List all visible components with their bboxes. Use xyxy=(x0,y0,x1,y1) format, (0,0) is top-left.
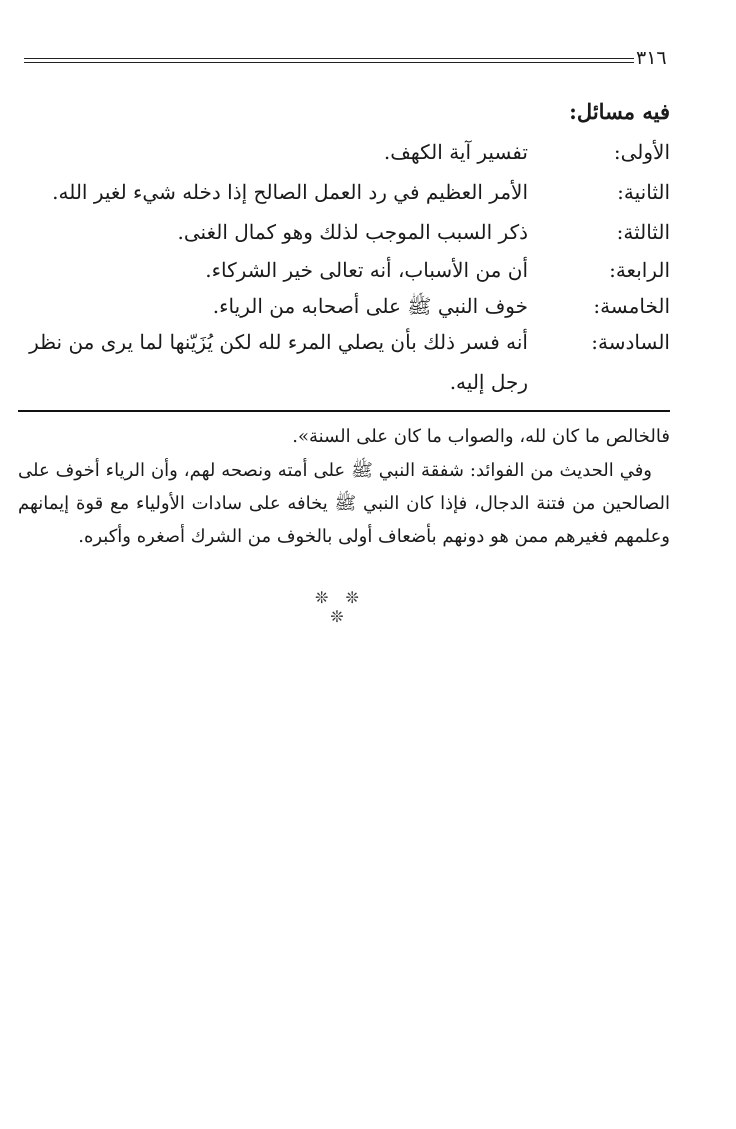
issue-item xyxy=(18,250,670,290)
issue-label: الثانية: xyxy=(617,180,670,204)
issue-item xyxy=(18,212,670,252)
issue-text: خوف النبي ﷺ على أصحابه من الرياء. xyxy=(212,294,528,318)
issue-label: السادسة: xyxy=(591,330,670,354)
issue-label: الخامسة: xyxy=(593,294,670,318)
issue-text: تفسير آية الكهف. xyxy=(383,140,528,164)
header-rule-top xyxy=(24,58,634,59)
issue-item xyxy=(18,172,670,212)
issue-label: الثالثة: xyxy=(616,220,670,244)
issue-label: الأولى: xyxy=(613,140,670,164)
issue-text: ذكر السبب الموجب لذلك وهو كمال الغنى. xyxy=(177,220,528,244)
footnote-rule xyxy=(18,410,670,412)
issue-text: أن من الأسباب، أنه تعالى خير الشركاء. xyxy=(205,258,528,282)
footnote-line: فالخالص ما كان لله، والصواب ما كان على السنة». xyxy=(292,426,670,447)
section-divider-asterisms: ❊ ❊ ❊ xyxy=(315,588,365,626)
issue-text: أنه فسر ذلك بأن يصلي المرء لله لكن يُزَيّنها لما يرى من نظر رجل إليه. xyxy=(29,330,528,394)
header-rule-bottom xyxy=(24,62,634,63)
issue-item xyxy=(18,286,670,326)
issue-item xyxy=(18,322,670,402)
issue-label: الرابعة: xyxy=(609,258,670,282)
issue-item xyxy=(18,132,670,172)
section-heading: فيه مسائل: xyxy=(569,99,670,124)
page-number: ٣١٦ xyxy=(636,47,667,69)
issue-text: الأمر العظيم في رد العمل الصالح إذا دخله شيء لغير الله. xyxy=(52,180,528,204)
footnote-paragraph: وفي الحديث من الفوائد: شفقة النبي ﷺ على أمته ونصحه لهم، وأن الرياء أخوف على الصالحين من فتنة الدجال، فإذا كان النبي ﷺ يخافه على سادات الأولياء مع قوة إيمانهم وعلمهم فغيرهم ممن هو دونهم بأضعاف أولى بالخوف من الشرك أصغره وأكبره. xyxy=(18,460,670,547)
